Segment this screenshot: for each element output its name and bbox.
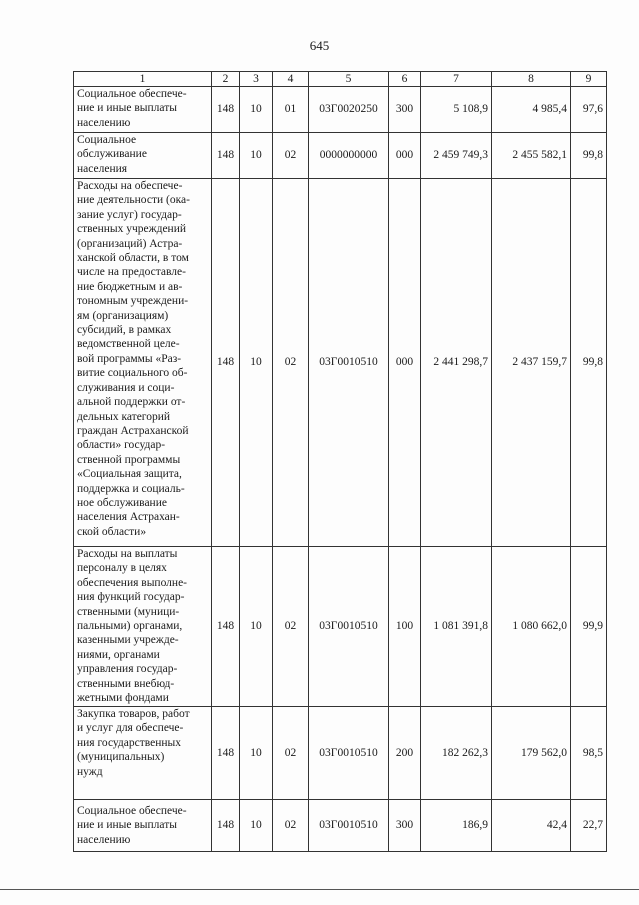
row-description: Закупка товаров, работ и услуг для обеспече- ния государственных (муниципальных) нужд (74, 707, 212, 800)
cell-percent: 99,9 (571, 547, 607, 707)
cell-percent: 98,5 (571, 707, 607, 800)
cell-percent: 22,7 (571, 800, 607, 852)
cell-expense-type: 300 (389, 800, 421, 852)
cell-code: 148 (212, 179, 240, 547)
cell-expense-type: 100 (389, 547, 421, 707)
cell-expense-type: 000 (389, 179, 421, 547)
column-header: 2 (212, 72, 240, 87)
cell-planned: 2 441 298,7 (421, 179, 492, 547)
cell-section: 10 (240, 179, 273, 547)
cell-target-article: 03Г0020250 (309, 87, 389, 133)
cell-executed: 42,4 (492, 800, 571, 852)
cell-executed: 4 985,4 (492, 87, 571, 133)
cell-planned: 1 081 391,8 (421, 547, 492, 707)
cell-expense-type: 000 (389, 133, 421, 179)
row-description: Расходы на выплаты персоналу в целях обеспечения выполне- ния функций государ- ственными (муници- пальными) органами, казенными учрежде- ниями, органами управления государ- ственными внебюд- жетными фондами (74, 547, 212, 707)
page-number: 645 (309, 38, 330, 53)
cell-planned: 186,9 (421, 800, 492, 852)
cell-expense-type: 200 (389, 707, 421, 800)
cell-planned: 5 108,9 (421, 87, 492, 133)
cell-target-article: 03Г0010510 (309, 547, 389, 707)
cell-planned: 2 459 749,3 (421, 133, 492, 179)
table-row (74, 707, 607, 800)
cell-target-article: 03Г0010510 (309, 707, 389, 800)
cell-planned: 182 262,3 (421, 707, 492, 800)
cell-code: 148 (212, 87, 240, 133)
cell-subsection: 02 (273, 133, 309, 179)
cell-percent: 97,6 (571, 87, 607, 133)
cell-target-article: 03Г0010510 (309, 800, 389, 852)
cell-subsection: 02 (273, 800, 309, 852)
cell-subsection: 01 (273, 87, 309, 133)
column-header: 7 (421, 72, 492, 87)
column-header: 5 (309, 72, 389, 87)
column-header: 9 (571, 72, 607, 87)
cell-section: 10 (240, 87, 273, 133)
cell-executed: 1 080 662,0 (492, 547, 571, 707)
cell-target-article: 03Г0010510 (309, 179, 389, 547)
budget-table (73, 71, 607, 852)
table-row (74, 547, 607, 707)
cell-section: 10 (240, 800, 273, 852)
cell-target-article: 0000000000 (309, 133, 389, 179)
cell-code: 148 (212, 133, 240, 179)
cell-code: 148 (212, 547, 240, 707)
cell-subsection: 02 (273, 547, 309, 707)
row-description: Социальное обеспече- ние и иные выплаты населению (74, 87, 212, 133)
row-description: Социальное обслуживание населения (74, 133, 212, 179)
cell-executed: 2 455 582,1 (492, 133, 571, 179)
table-row (74, 179, 607, 547)
table-row (74, 87, 607, 133)
column-header: 3 (240, 72, 273, 87)
cell-percent: 99,8 (571, 133, 607, 179)
cell-subsection: 02 (273, 707, 309, 800)
cell-executed: 179 562,0 (492, 707, 571, 800)
column-header: 1 (74, 72, 212, 87)
row-description: Расходы на обеспече- ние деятельности (ока- зание услуг) государ- ственных учреждений (организаций) Астра- ханской области, в том числе на предоставле- ние бюджетным и ав- тономным учреждени- ям (организациям) субсидий, в рамках ведомственной целе- вой программы «Раз- витие социального об- служивания и соци- альной поддержки от- дельных категорий граждан Астраханской области» государ- ственной программы «Социальная защита, поддержка и социаль- ное обслуживание населения Астрахан- ской области» (74, 179, 212, 547)
column-header: 6 (389, 72, 421, 87)
row-description: Социальное обеспече- ние и иные выплаты населению (74, 800, 212, 852)
cell-section: 10 (240, 707, 273, 800)
cell-executed: 2 437 159,7 (492, 179, 571, 547)
table-row (74, 133, 607, 179)
cell-code: 148 (212, 707, 240, 800)
cell-section: 10 (240, 133, 273, 179)
cell-expense-type: 300 (389, 87, 421, 133)
table-row (74, 800, 607, 852)
bottom-rule (0, 889, 639, 890)
cell-section: 10 (240, 547, 273, 707)
cell-subsection: 02 (273, 179, 309, 547)
column-header: 4 (273, 72, 309, 87)
cell-percent: 99,8 (571, 179, 607, 547)
column-header: 8 (492, 72, 571, 87)
cell-code: 148 (212, 800, 240, 852)
table-header-row (74, 72, 607, 87)
